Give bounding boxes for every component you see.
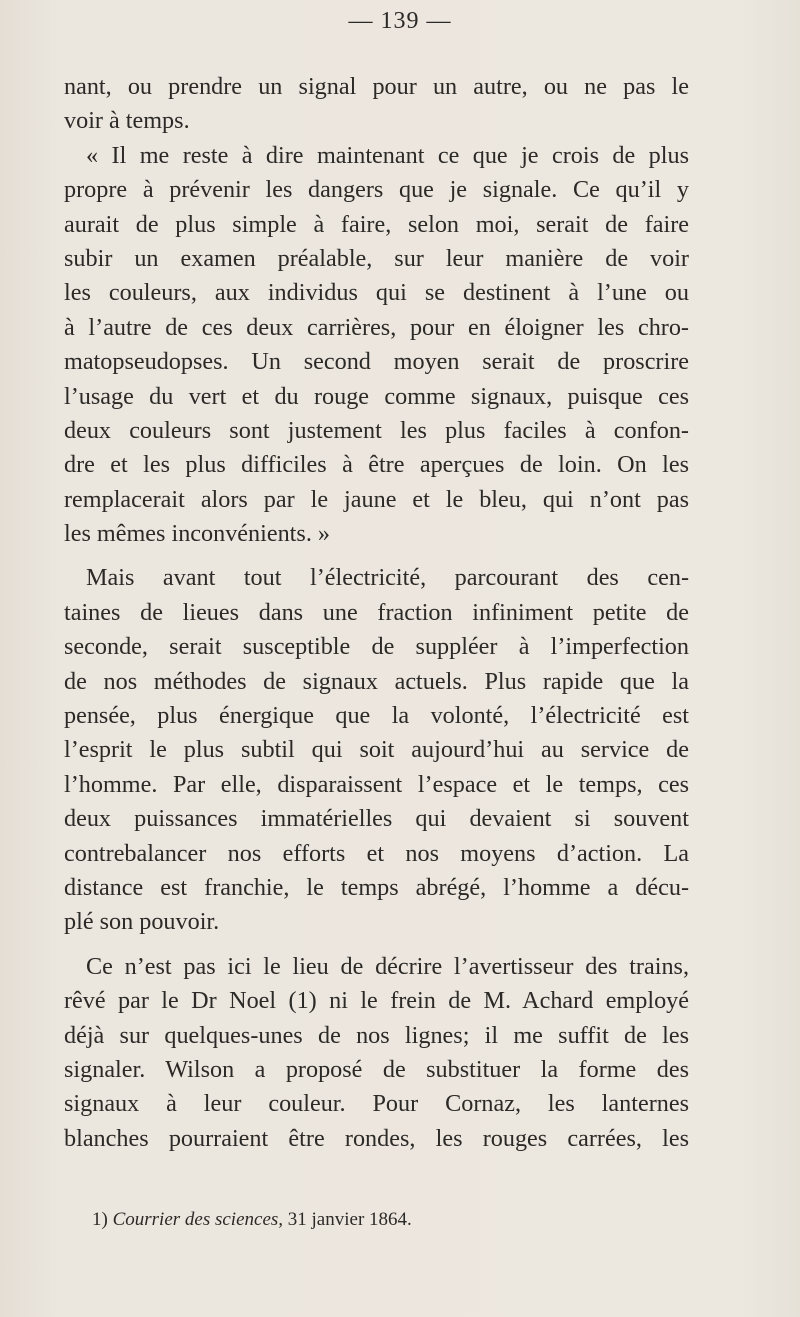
- text-line: deux puissances immatérielles qui devaient si souvent: [64, 805, 689, 833]
- text-line: l’usage du vert et du rouge comme signaux, puisque ces: [64, 382, 689, 410]
- page-number: — 139 —: [348, 8, 452, 34]
- text-line: deux couleurs sont justement les plus faciles à confon-: [64, 416, 689, 444]
- text-line: signaler. Wilson a proposé de substituer la forme des: [64, 1055, 689, 1083]
- text-line: propre à prévenir les dangers que je signale. Ce qu’il y: [64, 176, 689, 204]
- text-line: les mêmes inconvénients. »: [64, 520, 331, 548]
- text-line: remplacerait alors par le jaune et le bleu, qui n’ont pas: [64, 485, 689, 513]
- text-line: à l’autre de ces deux carrières, pour en éloigner les chro-: [64, 313, 689, 341]
- paragraph-3: [64, 561, 689, 939]
- text-line: Ce n’est pas ici le lieu de décrire l’avertisseur des trains,: [86, 952, 689, 980]
- text-line: subir un examen préalable, sur leur manière de voir: [64, 244, 689, 272]
- text-line: taines de lieues dans une fraction infiniment petite de: [64, 598, 689, 626]
- paragraph-1: [64, 70, 689, 139]
- text-line: contrebalancer nos efforts et nos moyens d’action. La: [64, 839, 689, 867]
- paragraph-4: [64, 950, 689, 1156]
- text-line: rêvé par le Dr Noel (1) ni le frein de M. Achard employé: [64, 987, 689, 1015]
- text-line: seconde, serait susceptible de suppléer à l’imperfection: [64, 633, 689, 661]
- footnote: [92, 1208, 412, 1232]
- text-line: les couleurs, aux individus qui se destinent à l’une ou: [64, 279, 689, 307]
- text-line: Mais avant tout l’électricité, parcourant des cen-: [86, 564, 689, 592]
- footnote-marker: 1): [92, 1209, 108, 1230]
- text-line: aurait de plus simple à faire, selon moi, serait de faire: [64, 210, 689, 238]
- text-line: matopseudopses. Un second moyen serait de proscrire: [64, 348, 689, 376]
- paragraph-2: [64, 139, 689, 552]
- text-line: l’esprit le plus subtil qui soit aujourd’hui au service de: [64, 736, 689, 764]
- text-line: nant, ou prendre un signal pour un autre, ou ne pas le: [64, 73, 689, 100]
- text-line: dre et les plus difficiles à être aperçues de loin. On les: [64, 451, 689, 479]
- text-line: « Il me reste à dire maintenant ce que je crois de plus: [86, 141, 689, 169]
- text-line: distance est franchie, le temps abrégé, l’homme a décu-: [64, 873, 689, 901]
- text-line: de nos méthodes de signaux actuels. Plus rapide que la: [64, 667, 689, 695]
- text-line: voir à temps.: [64, 107, 190, 135]
- body-text: [64, 70, 689, 1156]
- text-line: déjà sur quelques-unes de nos lignes; il me suffit de les: [64, 1021, 689, 1049]
- footnote-journal: Courrier des sciences,: [112, 1209, 284, 1230]
- text-line: signaux à leur couleur. Pour Cornaz, les lanternes: [64, 1090, 689, 1118]
- text-line: l’homme. Par elle, disparaissent l’espace et le temps, ces: [64, 770, 689, 798]
- text-line: pensée, plus énergique que la volonté, l’électricité est: [64, 702, 689, 730]
- footnote-date: 31 janvier 1864.: [287, 1209, 412, 1230]
- text-line: blanches pourraient être rondes, les rouges carrées, les: [64, 1124, 689, 1152]
- text-line: plé son pouvoir.: [64, 908, 220, 936]
